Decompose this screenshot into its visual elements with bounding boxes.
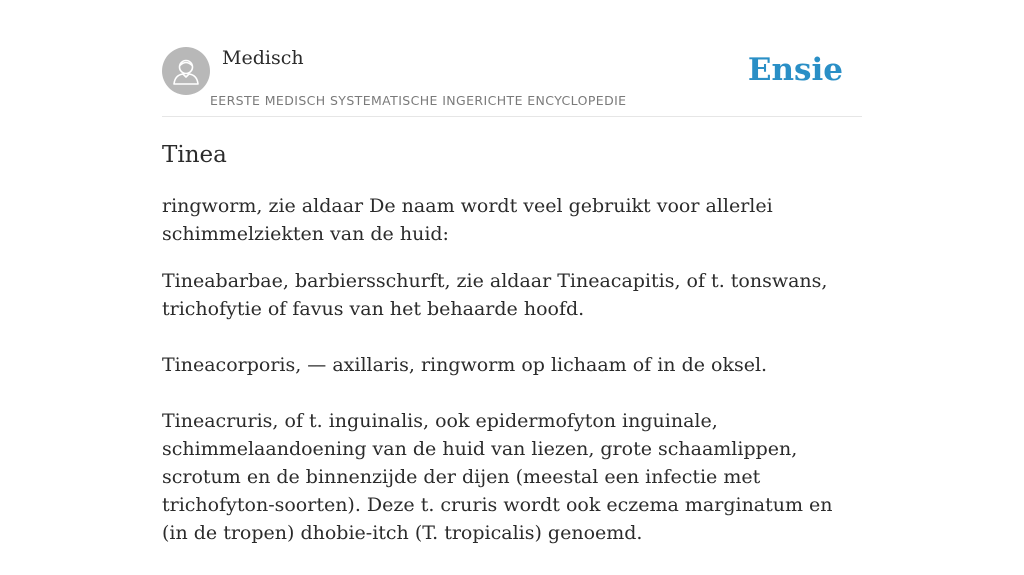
site-name-link[interactable]: Medisch [222, 47, 304, 69]
article-paragraph: Tineacorporis, — axillaris, ringworm op lichaam of in de oksel. [162, 354, 768, 376]
user-icon [162, 47, 210, 95]
brand-logo-link[interactable]: Ensie [747, 52, 843, 88]
page [162, 0, 862, 544]
article-paragraph: Tineacruris, of t. inguinalis, ook epidermofyton inguinale, schimmelaandoening van de huid van liezen, grote schaamlippen, scrotum en de binnenzijde der dijen (meestal een infectie met trichofyton-soorten). Deze t. cruris wordt ook eczema marginatum en (in de tropen) dhobie-itch (T. tropicalis) genoemd. [162, 410, 833, 544]
article-title: Tinea [162, 142, 227, 168]
article-intro: ringworm, zie aldaar De naam wordt veel gebruikt voor allerlei schimmelziekten van de huid: [162, 195, 773, 245]
avatar[interactable] [162, 47, 210, 95]
article-paragraph: Tineabarbae, barbiersschurft, zie aldaar Tineacapitis, of t. tonswans, trichofytie of favus van het behaarde hoofd. [162, 270, 828, 320]
site-subtitle: EERSTE MEDISCH SYSTEMATISCHE INGERICHTE ENCYCLOPEDIE [210, 93, 627, 108]
header [162, 0, 862, 117]
article-body [162, 192, 862, 575]
